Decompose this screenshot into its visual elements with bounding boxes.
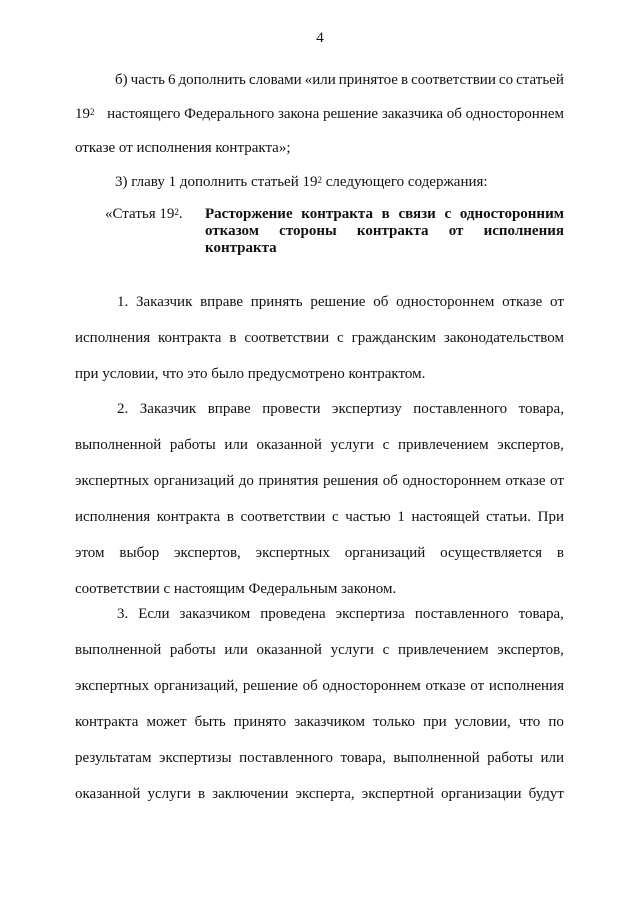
word: в — [229, 330, 237, 346]
paragraph-line — [75, 391, 564, 427]
word: При — [537, 509, 564, 525]
paragraph-line — [75, 535, 564, 571]
word: провести — [262, 401, 321, 417]
word: решения — [322, 473, 379, 489]
paragraph-line: соответствии с настоящим Федеральным законом. — [75, 581, 397, 597]
paragraph-line: при условии, что это было предусмотрено контрактом. — [75, 366, 426, 382]
word: или — [224, 437, 248, 453]
word: от — [550, 294, 564, 310]
word: принятое — [338, 72, 398, 88]
word: может — [146, 714, 187, 730]
word: исполнения — [488, 678, 564, 694]
word: решение — [310, 294, 366, 310]
word: контракта — [301, 206, 373, 222]
word: «или — [304, 72, 336, 88]
amendment-3-line: 3) главу 1 дополнить статьей $19^2$ следующего содержания: — [115, 174, 488, 190]
word: законодательством — [443, 330, 564, 346]
word: экспертных — [255, 545, 330, 561]
word: одностороннем — [322, 678, 421, 694]
word: услуги — [330, 437, 374, 453]
article-title — [205, 206, 564, 257]
word: контракта — [75, 714, 139, 730]
word: гражданским — [351, 330, 437, 346]
word: словами — [248, 72, 302, 88]
word: отказе — [502, 294, 543, 310]
word: частью — [345, 509, 391, 525]
word: соответствии — [244, 330, 330, 346]
word: статьи. — [486, 509, 531, 525]
word: или — [224, 642, 248, 658]
word: в — [556, 545, 564, 561]
word: об — [382, 473, 398, 489]
word: контракта — [156, 509, 221, 525]
word: заключении — [212, 786, 289, 802]
word: Если — [138, 606, 170, 622]
article-label: «Статья $19^2$. — [105, 206, 183, 222]
word: с — [382, 642, 390, 658]
paragraph-line — [75, 284, 564, 320]
word: отказе — [425, 678, 466, 694]
word: экспертной — [361, 786, 434, 802]
word: привлечением — [397, 642, 489, 658]
word: оказанной — [75, 786, 141, 802]
word: Заказчик — [139, 401, 197, 417]
word: осуществляется — [440, 545, 543, 561]
paragraph-3 — [75, 596, 564, 812]
word: или — [540, 750, 564, 766]
paragraph-line — [75, 596, 564, 632]
paragraph-2 — [75, 391, 564, 607]
amendment-b-line-2-text: настоящего Федерального закона решение заказчика об одностороннем — [107, 106, 564, 122]
word: с — [331, 509, 339, 525]
amendment-b-line-1 — [75, 63, 564, 97]
paragraph-line — [75, 740, 564, 776]
word: что — [518, 714, 541, 730]
word: товара, — [518, 606, 564, 622]
word: 6 — [167, 72, 176, 88]
word: с — [337, 330, 344, 346]
word: выполненной — [75, 642, 162, 658]
word: товара, — [340, 750, 386, 766]
word: вправе — [200, 294, 244, 310]
article-title-line-3: контракта — [205, 240, 277, 256]
word: только — [373, 714, 416, 730]
word: оказанной — [256, 642, 322, 658]
word: 1 — [397, 509, 405, 525]
paragraph-line — [75, 668, 564, 704]
word: условии, — [454, 714, 511, 730]
word: от — [550, 473, 564, 489]
word: экспертных — [75, 678, 150, 694]
word: исполнения — [75, 330, 151, 346]
word: с — [444, 206, 452, 222]
paragraph-1 — [75, 284, 564, 392]
paragraph-line — [75, 776, 564, 812]
word: товара, — [518, 401, 564, 417]
page-number: 4 — [316, 30, 324, 46]
word: б) — [115, 72, 128, 88]
paragraph-line — [75, 320, 564, 356]
word: в — [226, 509, 234, 525]
word: будут — [528, 786, 564, 802]
word: экспертных — [75, 473, 150, 489]
paragraph-line — [75, 463, 564, 499]
word: поставленного — [414, 606, 509, 622]
word: Расторжение — [205, 206, 293, 222]
word: проведена — [260, 606, 326, 622]
word: экспертизы — [159, 750, 232, 766]
paragraph-line — [75, 704, 564, 740]
word: соответствии — [411, 72, 496, 88]
amendment-b-line-3: отказе от исполнения контракта»; — [75, 140, 291, 156]
amendment-b-line-2 — [75, 97, 564, 131]
word: односторонним — [459, 206, 564, 222]
word: заказчиком — [179, 606, 251, 622]
word: оказанной — [256, 437, 322, 453]
word: об — [302, 678, 318, 694]
word: принятия — [258, 473, 319, 489]
word: эксперта, — [295, 786, 355, 802]
word: отказе — [505, 473, 546, 489]
word: статьей — [516, 72, 564, 88]
word: от — [470, 678, 485, 694]
word: в — [381, 206, 390, 222]
word: по — [548, 714, 564, 730]
paragraph-line — [75, 499, 564, 535]
word: дополнить — [178, 72, 246, 88]
word: 3. — [117, 606, 129, 622]
word: при — [423, 714, 447, 730]
word: вправе — [207, 401, 251, 417]
word: выполненной — [75, 437, 162, 453]
word: до — [238, 473, 254, 489]
word: с — [382, 437, 390, 453]
word: этом — [75, 545, 105, 561]
word: услуги — [147, 786, 191, 802]
word: исполнения — [75, 509, 151, 525]
word: работы — [487, 750, 533, 766]
word: экспертов, — [497, 437, 564, 453]
word: услуги — [330, 642, 374, 658]
word: об — [373, 294, 389, 310]
word: работы — [169, 642, 216, 658]
word: результатам — [75, 750, 152, 766]
word: заказчиком — [294, 714, 365, 730]
word: в — [400, 72, 409, 88]
word: выполненной — [393, 750, 480, 766]
word: выбор — [119, 545, 160, 561]
word: Заказчик — [135, 294, 193, 310]
word: экспертиза — [335, 606, 405, 622]
word: поставленного — [413, 401, 508, 417]
word: привлечением — [397, 437, 489, 453]
paragraph-line — [75, 427, 564, 463]
article-title-line-2: отказом стороны контракта от исполнения — [205, 223, 564, 239]
word: одностороннем — [402, 473, 501, 489]
article-ref: $19^2$ — [75, 106, 95, 122]
word: принято — [233, 714, 287, 730]
word: поставленного — [239, 750, 333, 766]
paragraph-line — [75, 632, 564, 668]
word: экспертов, — [497, 642, 564, 658]
word: решение — [242, 678, 298, 694]
word: организаций — [344, 545, 426, 561]
word: принять — [250, 294, 303, 310]
amendment-block — [75, 63, 564, 199]
word: со — [498, 72, 514, 88]
word: настоящей — [411, 509, 480, 525]
word: соответствии — [240, 509, 326, 525]
word: 2. — [117, 401, 129, 417]
word: контракта — [158, 330, 222, 346]
word: быть — [194, 714, 226, 730]
word: экспертов, — [174, 545, 241, 561]
word: работы — [169, 437, 216, 453]
word: в — [197, 786, 206, 802]
word: организаций — [153, 473, 235, 489]
article-title-line-1 — [205, 206, 564, 223]
word: часть — [130, 72, 165, 88]
word: организации — [441, 786, 522, 802]
word: одностороннем — [396, 294, 495, 310]
word: связи — [398, 206, 436, 222]
word: 1. — [117, 294, 129, 310]
word: организаций, — [153, 678, 239, 694]
word: экспертизу — [332, 401, 402, 417]
